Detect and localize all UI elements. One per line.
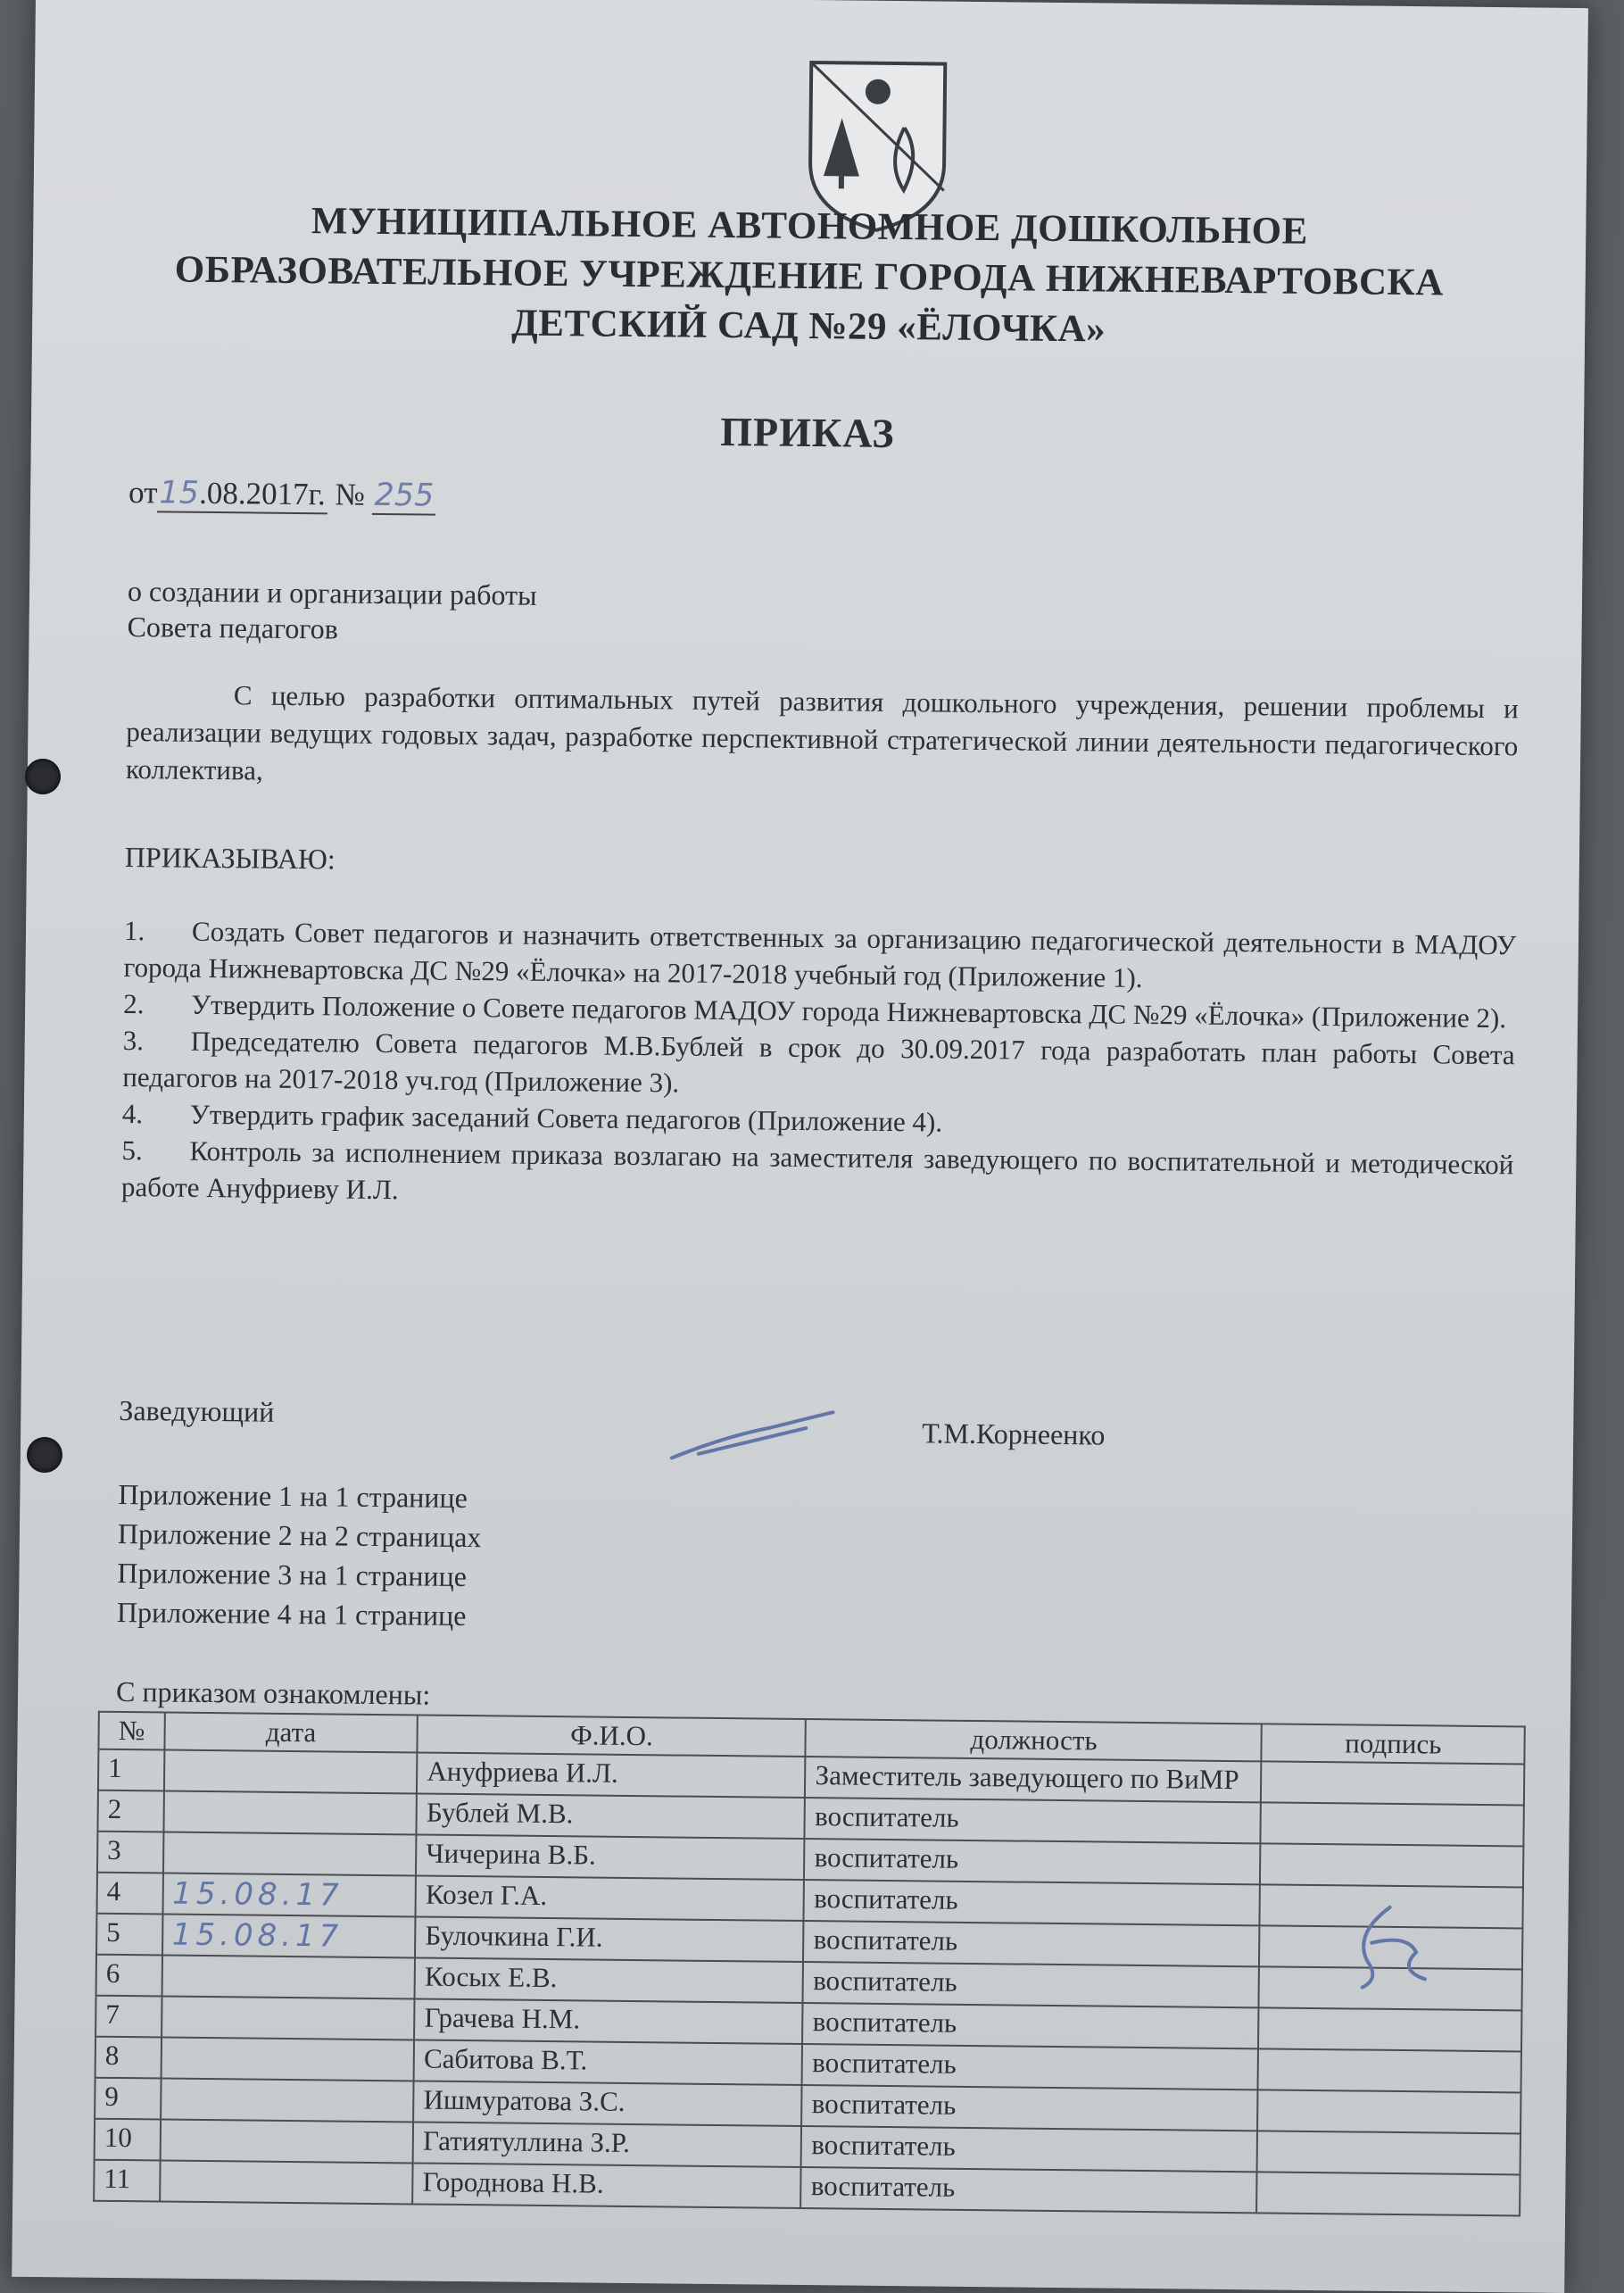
document-title: ПРИКАЗ bbox=[719, 408, 895, 456]
cell-name: Ишмуратова З.С. bbox=[413, 2081, 802, 2126]
cell-position: воспитатель bbox=[803, 1962, 1259, 2007]
cell-position: воспитатель bbox=[801, 2126, 1257, 2172]
cell-signature bbox=[1257, 2131, 1520, 2174]
attachment-item: Приложение 2 на 2 страницах bbox=[117, 1516, 482, 1554]
acknowledged-label: С приказом ознакомлены: bbox=[115, 1674, 431, 1711]
order-date bbox=[157, 475, 327, 514]
cell-signature bbox=[1261, 1761, 1524, 1805]
signatory-role: Заведующий bbox=[119, 1393, 275, 1428]
item-number: 3. bbox=[122, 1024, 145, 1057]
cell-date bbox=[162, 1955, 415, 1998]
acknowledgement-table bbox=[93, 1711, 1526, 2217]
cell-num: 11 bbox=[94, 2160, 160, 2202]
cell-name: Булочкина Г.И. bbox=[415, 1916, 804, 1962]
subject-line-2: Совета педагогов bbox=[127, 611, 338, 645]
item-number: 1. bbox=[123, 914, 145, 947]
cell-name: Косых Е.В. bbox=[415, 1957, 804, 2003]
header-num: № bbox=[98, 1712, 164, 1750]
header-date: дата bbox=[164, 1713, 418, 1753]
order-items bbox=[121, 912, 1516, 1219]
cell-position: воспитатель bbox=[802, 2044, 1258, 2089]
cell-date: 15.08.17 bbox=[162, 1914, 416, 1957]
cell-position: воспитатель bbox=[805, 1798, 1261, 1843]
cell-name: Городнова Н.В. bbox=[412, 2163, 801, 2208]
attachment-item: Приложение 3 на 1 странице bbox=[117, 1556, 468, 1593]
header-name: Ф.И.О. bbox=[418, 1715, 807, 1757]
binder-hole bbox=[25, 759, 61, 794]
cell-num: 8 bbox=[95, 2037, 162, 2079]
attachments-list bbox=[117, 1475, 482, 1635]
order-date-number bbox=[128, 475, 436, 516]
cell-name: Сабитова В.Т. bbox=[414, 2040, 803, 2085]
cell-num: 3 bbox=[97, 1832, 163, 1873]
item-number: 5. bbox=[121, 1134, 143, 1167]
cell-name: Гатиятуллина З.Р. bbox=[413, 2122, 802, 2167]
organization-line-3: ДЕТСКИЙ САД №29 «ЁЛОЧКА» bbox=[510, 302, 1106, 351]
item-text: Контроль за исполнением приказа возлагаю на заместителя заведующего по воспитательной и методической работе Ануфриеву И.Л. bbox=[120, 1134, 1514, 1206]
cell-signature bbox=[1257, 2172, 1520, 2215]
cell-num: 10 bbox=[95, 2119, 161, 2161]
cell-position: воспитатель bbox=[801, 2167, 1257, 2213]
item-text: Председателю Совета педагогов М.В.Бублей в срок до 30.09.2017 года разработать план работы Совета педагогов на 2017-2018 уч.год (Приложение 3). bbox=[122, 1025, 1515, 1099]
document-sheet bbox=[12, 0, 1588, 2293]
attachment-item: Приложение 4 на 1 странице bbox=[116, 1595, 467, 1633]
cell-position: Заместитель заведующего по ВиМР bbox=[805, 1757, 1261, 1802]
cell-signature bbox=[1258, 2007, 1521, 2051]
cell-position: воспитатель bbox=[804, 1880, 1260, 1925]
order-number: 255 bbox=[372, 478, 435, 516]
cell-position: воспитатель bbox=[802, 2003, 1258, 2048]
item-number: 4. bbox=[121, 1097, 144, 1130]
item-text: Утвердить Положение о Совете педагогов МАДОУ города Нижневартовска ДС №29 «Ёлочка» (Приложение 2). bbox=[190, 988, 1507, 1034]
cell-date bbox=[162, 1996, 415, 2040]
number-label: № bbox=[335, 477, 366, 512]
cell-signature bbox=[1257, 2089, 1520, 2133]
cell-name: Чичерина В.Б. bbox=[416, 1834, 805, 1880]
preamble-paragraph: С целью разработки оптимальных путей развития дошкольного учреждения, решении проблемы и реализации ведущих годовых задач, разработке перспективной стратегической линии деятельности педагогического коллектива, bbox=[125, 679, 1519, 786]
cell-signature bbox=[1260, 1843, 1523, 1887]
from-label: от bbox=[128, 475, 158, 511]
signatory-name: Т.М.Корнеенко bbox=[922, 1417, 1106, 1451]
cell-date bbox=[164, 1750, 418, 1794]
attachment-item: Приложение 1 на 1 странице bbox=[118, 1477, 468, 1515]
organization-name bbox=[166, 195, 1453, 358]
cell-date bbox=[161, 2078, 414, 2122]
cell-name: Бублей М.В. bbox=[417, 1793, 806, 1839]
header-signature: подпись bbox=[1262, 1724, 1525, 1764]
cell-position: воспитатель bbox=[803, 1921, 1259, 1966]
cell-num: 7 bbox=[95, 1996, 162, 2038]
cell-date bbox=[163, 1791, 417, 1835]
cell-num: 4 bbox=[97, 1873, 163, 1915]
item-text: Создать Совет педагогов и назначить ответственных за организацию педагогической деятельности в МАДОУ города Нижневартовска ДС №29 «Ёлочка» на 2017-2018 учебный год (Приложение 1). bbox=[123, 915, 1517, 993]
cell-date bbox=[160, 2119, 413, 2163]
cell-num: 9 bbox=[95, 2078, 161, 2120]
order-item bbox=[121, 1132, 1514, 1219]
item-number: 2. bbox=[122, 987, 145, 1020]
cell-num: 6 bbox=[96, 1955, 162, 1997]
handwritten-signature bbox=[1336, 1898, 1444, 1997]
header-position: должность bbox=[806, 1719, 1262, 1761]
cell-date bbox=[161, 2037, 414, 2081]
cell-name: Ануфриева И.Л. bbox=[417, 1752, 806, 1798]
binder-hole bbox=[27, 1437, 62, 1473]
cell-num: 2 bbox=[97, 1790, 163, 1832]
cell-date bbox=[160, 2160, 413, 2204]
cell-date: 15.08.17 bbox=[162, 1873, 416, 1916]
cell-name: Грачева Н.М. bbox=[414, 1998, 803, 2044]
organization-line-1: МУНИЦИПАЛЬНОЕ АВТОНОМНОЕ ДОШКОЛЬНОЕ bbox=[311, 200, 1309, 253]
item-text: Утвердить график заседаний Совета педагогов (Приложение 4). bbox=[189, 1098, 943, 1138]
order-subject bbox=[127, 573, 536, 649]
organization-line-2: ОБРАЗОВАТЕЛЬНОЕ УЧРЕЖДЕНИЕ ГОРОДА НИЖНЕВАРТОВСКА bbox=[174, 248, 1445, 304]
order-word: ПРИКАЗЫВАЮ: bbox=[124, 840, 336, 876]
cell-num: 5 bbox=[96, 1914, 162, 1956]
order-date-day: 15 bbox=[159, 475, 200, 511]
cell-position: воспитатель bbox=[802, 2085, 1258, 2131]
cell-signature bbox=[1258, 2048, 1521, 2092]
cell-num: 1 bbox=[98, 1749, 164, 1791]
subject-line-1: о создании и организации работы bbox=[127, 575, 537, 611]
order-date-rest: .08.2017г. bbox=[198, 475, 326, 512]
cell-date bbox=[163, 1832, 417, 1876]
cell-position: воспитатель bbox=[804, 1839, 1260, 1884]
cell-name: Козел Г.А. bbox=[416, 1875, 805, 1921]
cell-signature bbox=[1261, 1802, 1524, 1846]
handwritten-signature bbox=[663, 1400, 842, 1473]
